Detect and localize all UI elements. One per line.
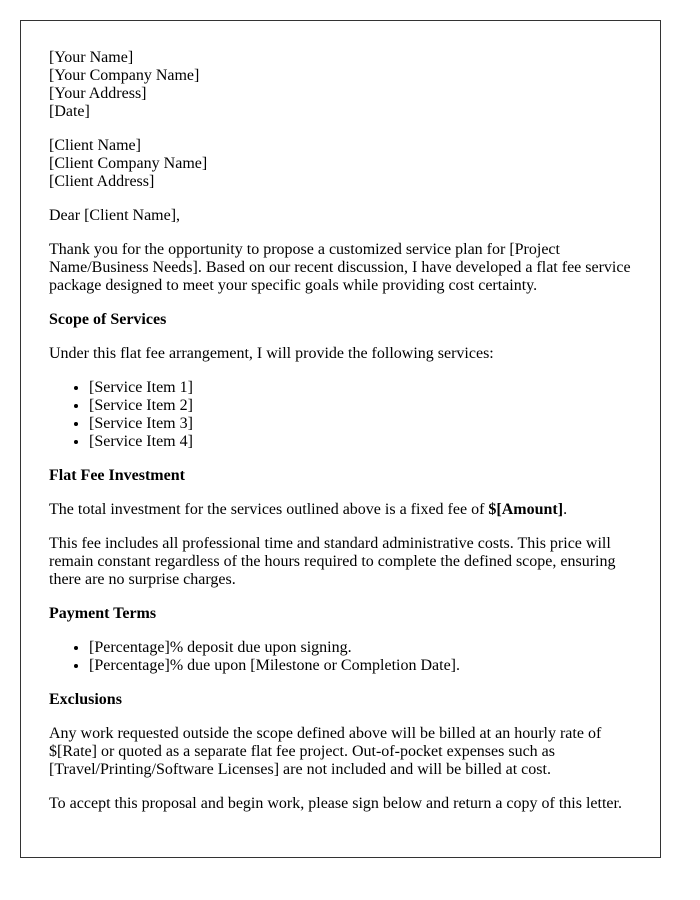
recipient-company: [Client Company Name] — [49, 155, 208, 172]
scope-lead: Under this flat fee arrangement, I will provide the following services: — [49, 345, 494, 362]
payment-heading: Payment Terms — [49, 605, 157, 622]
intro-paragraph: Thank you for the opportunity to propose a customized service plan for [Project Name/Business Needs]. Based on our recent discussion, I have developed a flat fee service package designed to meet your specific goals while providing cost certainty. — [49, 241, 631, 294]
letter-date: [Date] — [49, 103, 90, 120]
recipient-address: [Client Address] — [49, 173, 155, 190]
recipient-block — [49, 137, 632, 191]
exclusions-paragraph: Any work requested outside the scope defined above will be billed at an hourly rate of $[Rate] or quoted as a separate flat fee project. Out-of-pocket expenses such as [Travel/Printing/Software Licenses] are not included and will be billed at cost. — [49, 725, 602, 778]
fee-amount: $[Amount] — [488, 501, 564, 518]
sender-company: [Your Company Name] — [49, 67, 200, 84]
document-viewport[interactable] — [20, 20, 661, 812]
payment-term-item: • [Percentage]% due upon [Milestone or Completion Date]. — [89, 657, 632, 675]
investment-details: This fee includes all professional time and standard administrative costs. This price will remain constant regardless of the hours required to complete the defined scope, ensuring there are no surprise charges. — [49, 535, 616, 588]
investment-paragraph — [49, 501, 632, 519]
scope-heading: Scope of Services — [49, 311, 167, 328]
service-item: • [Service Item 4] — [89, 433, 632, 451]
letter-page — [20, 20, 661, 858]
recipient-name: [Client Name] — [49, 137, 141, 154]
service-item: • [Service Item 1] — [89, 379, 632, 397]
sender-address: [Your Address] — [49, 85, 147, 102]
service-item: • [Service Item 3] — [89, 415, 632, 433]
investment-heading: Flat Fee Investment — [49, 467, 185, 484]
service-list — [49, 379, 632, 451]
sender-block — [49, 49, 632, 121]
exclusions-heading: Exclusions — [49, 691, 122, 708]
sender-name: [Your Name] — [49, 49, 134, 66]
payment-term-item: • [Percentage]% deposit due upon signing. — [89, 639, 632, 657]
investment-text: The total investment for the services outlined above is a fixed fee of — [49, 501, 489, 518]
salutation: Dear [Client Name], — [49, 207, 181, 224]
closing-paragraph: To accept this proposal and begin work, please sign below and return a copy of this letter. — [49, 795, 622, 812]
investment-text-end: . — [563, 501, 568, 518]
payment-terms-list — [49, 639, 632, 675]
service-item: • [Service Item 2] — [89, 397, 632, 415]
